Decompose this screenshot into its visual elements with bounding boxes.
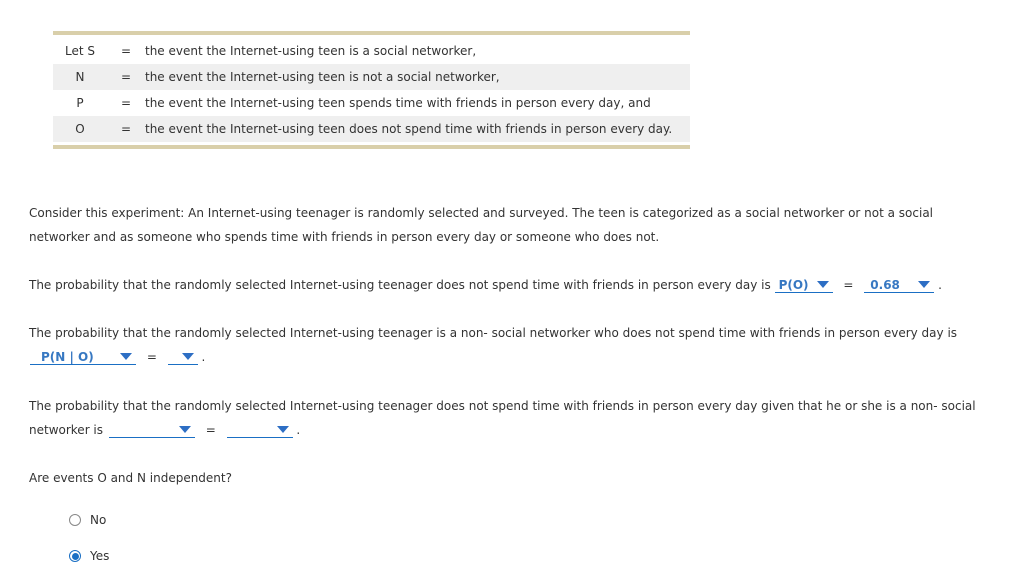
definition-variable: N bbox=[53, 64, 107, 90]
definition-variable: P bbox=[76, 96, 84, 110]
q2-value-dropdown[interactable] bbox=[168, 349, 198, 365]
q2-event-dropdown[interactable] bbox=[30, 349, 136, 365]
definition-equals: = bbox=[120, 96, 132, 110]
q1-probability-value: 0.68 bbox=[870, 278, 900, 292]
radio-option-no[interactable] bbox=[69, 513, 106, 527]
chevron-down-icon bbox=[918, 281, 930, 288]
radio-label-yes: Yes bbox=[90, 549, 110, 563]
intro-paragraph: Consider this experiment: An Internet-using teenager is randomly selected and surveyed. The teen is categorized as a social networker or not a social networker and as someone who spends time with friends in person every day or someone who does not. bbox=[29, 206, 934, 244]
question-3-text: The probability that the randomly selected Internet-using teenager does not spend time with friends in person every day given that he or she is a non- social networker is bbox=[29, 399, 976, 437]
equals-sign: = bbox=[843, 278, 854, 292]
chevron-down-icon bbox=[182, 353, 194, 360]
definition-equals: = bbox=[107, 64, 145, 90]
chevron-down-icon bbox=[120, 353, 132, 360]
equals-sign: = bbox=[146, 350, 157, 364]
definition-equals: = bbox=[120, 44, 132, 58]
definition-description: the event the Internet-using teen does not spend time with friends in person every day. bbox=[145, 116, 690, 142]
definition-row-s bbox=[53, 38, 690, 64]
question-4-text: Are events O and N independent? bbox=[29, 471, 232, 485]
question-1-text: The probability that the randomly selected Internet-using teenager does not spend time with friends in person every day is bbox=[29, 278, 771, 292]
chevron-down-icon bbox=[277, 426, 289, 433]
definition-description: the event the Internet-using teen spends time with friends in person every day, and bbox=[145, 96, 651, 110]
q3-event-dropdown[interactable] bbox=[109, 422, 195, 438]
radio-label-no: No bbox=[90, 513, 107, 527]
period: . bbox=[296, 423, 301, 437]
definition-row-n bbox=[53, 64, 690, 90]
radio-button-no[interactable] bbox=[69, 514, 81, 526]
definition-variable: Let S bbox=[65, 44, 95, 58]
definition-description: the event the Internet-using teen is a social networker, bbox=[145, 44, 477, 58]
q1-value-dropdown[interactable] bbox=[864, 277, 934, 293]
radio-option-yes[interactable] bbox=[69, 549, 109, 563]
definitions-table bbox=[53, 31, 690, 149]
definition-row-o bbox=[53, 116, 690, 142]
period: . bbox=[201, 350, 206, 364]
definition-variable: O bbox=[53, 116, 107, 142]
radio-button-yes[interactable] bbox=[69, 550, 81, 562]
question-2 bbox=[29, 321, 989, 369]
q1-event-value: P(O) bbox=[778, 278, 809, 292]
q3-value-dropdown[interactable] bbox=[227, 422, 293, 438]
question-3 bbox=[29, 394, 989, 442]
definition-row-p bbox=[53, 90, 690, 116]
equals-sign: = bbox=[205, 423, 216, 437]
definition-equals: = bbox=[107, 116, 145, 142]
q1-event-dropdown[interactable] bbox=[775, 277, 833, 293]
definition-description: the event the Internet-using teen is not a social networker, bbox=[145, 64, 690, 90]
chevron-down-icon bbox=[817, 281, 829, 288]
question-2-text: The probability that the randomly selected Internet-using teenager is a non- social networker who does not spend time with friends in person every day is bbox=[29, 326, 958, 340]
period: . bbox=[938, 278, 942, 292]
question-1 bbox=[29, 273, 989, 297]
q2-event-value: P(N | O) bbox=[41, 350, 94, 364]
chevron-down-icon bbox=[179, 426, 191, 433]
